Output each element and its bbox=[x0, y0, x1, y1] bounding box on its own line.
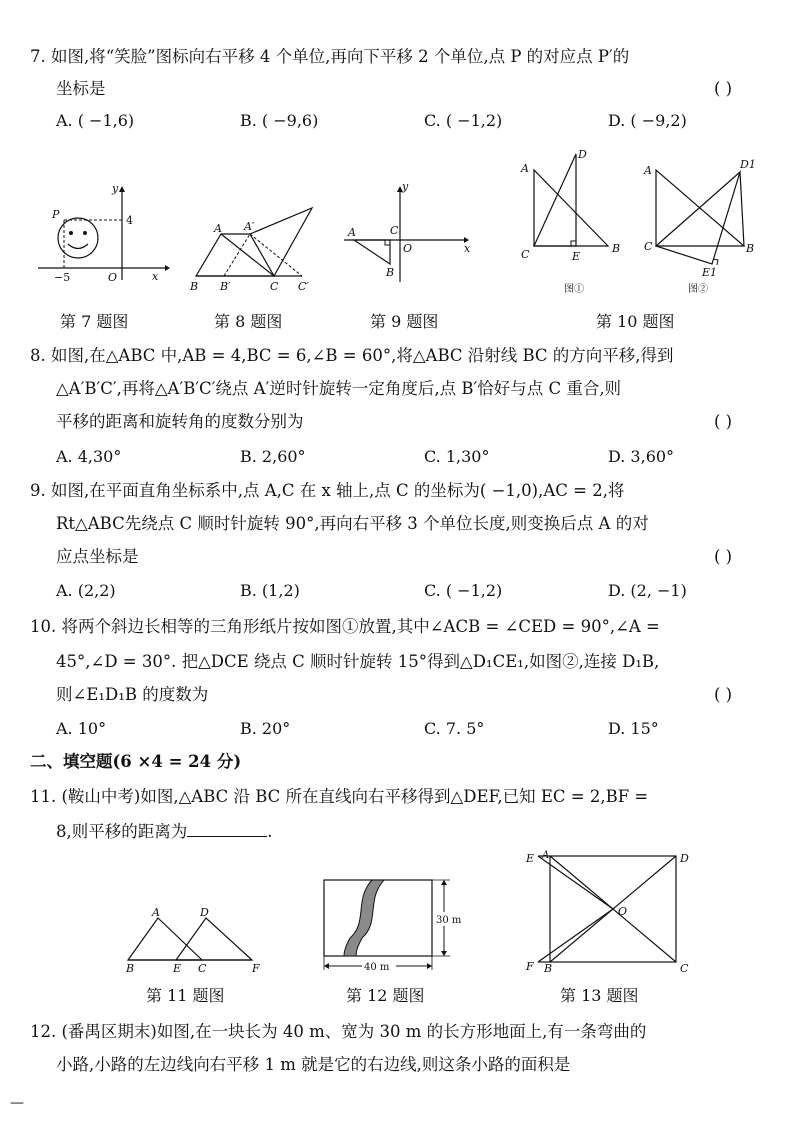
fig7-label-4: 4 bbox=[126, 214, 133, 227]
fig13-label-d: D bbox=[680, 852, 689, 865]
fig8-label-c: C bbox=[270, 280, 279, 293]
fig13-label-a: A bbox=[542, 850, 550, 861]
q10-option-d: D. 15° bbox=[608, 719, 659, 738]
fig10b-label-a: A bbox=[644, 164, 652, 177]
fig11-label-c: C bbox=[198, 962, 207, 975]
fig13-label-o: O bbox=[618, 905, 628, 918]
figure-11 bbox=[120, 908, 270, 978]
fig10a-label-a: A bbox=[521, 162, 529, 175]
fig11-label-f: F bbox=[252, 962, 260, 975]
fig9-label-y: y bbox=[402, 180, 409, 193]
q7-option-c: C. ( −1,2) bbox=[424, 111, 503, 130]
q12-line2: 小路,小路的左边线向右平移 1 m 就是它的右边线,则这条小路的面积是 bbox=[56, 1055, 571, 1074]
q8-answer-paren: ( ) bbox=[714, 412, 733, 431]
section-fill-in-title: 二、填空题(6 ×4 = 24 分) bbox=[30, 752, 242, 771]
fig9-label-a: A bbox=[348, 226, 356, 239]
fig8-label-a2: A′ bbox=[244, 220, 255, 233]
q7-option-d: D. ( −9,2) bbox=[608, 111, 687, 130]
q10-line3: 则∠E₁D₁B 的度数为 bbox=[56, 685, 209, 704]
fig11-label-d: D bbox=[200, 906, 209, 919]
fig13-label-b: B bbox=[544, 962, 553, 975]
q11-line2-end: . bbox=[267, 822, 273, 841]
fig9-label-o: O bbox=[403, 242, 413, 255]
fig12-label-height: 30 m bbox=[436, 915, 462, 926]
q7-option-b: B. ( −9,6) bbox=[240, 111, 319, 130]
q11-line2 bbox=[56, 820, 273, 843]
fig13-label-f: F bbox=[526, 960, 534, 973]
fig7-label-x: x bbox=[152, 270, 159, 283]
fig10a-label-b: B bbox=[612, 242, 621, 255]
q10-option-c: C. 7. 5° bbox=[424, 719, 485, 738]
fig11-label-a: A bbox=[152, 906, 160, 919]
q9-option-a: A. (2,2) bbox=[56, 581, 116, 600]
fig10b-sublabel: 图② bbox=[688, 284, 708, 295]
fig10a-label-d: D bbox=[578, 148, 587, 161]
q9-option-b: B. (1,2) bbox=[240, 581, 300, 600]
q9-line3: 应点坐标是 bbox=[56, 547, 139, 566]
q8-line1: 8. 如图,在△ABC 中,AB = 4,BC = 6,∠B = 60°,将△ABC 沿射线 BC 的方向平移,得到 bbox=[30, 346, 674, 365]
q7-answer-paren: ( ) bbox=[714, 79, 733, 98]
q11-line1: 11. (鞍山中考)如图,△ABC 沿 BC 所在直线向右平移得到△DEF,已知 EC = 2,BF = bbox=[30, 787, 649, 806]
figure-8 bbox=[184, 180, 329, 293]
q9-line1: 9. 如图,在平面直角坐标系中,点 A,C 在 x 轴上,点 C 的坐标为( −1,0),AC = 2,将 bbox=[30, 481, 625, 500]
fig9-label-x: x bbox=[464, 242, 471, 255]
fig13-label-e: E bbox=[526, 852, 535, 865]
fig10b-label-c: C bbox=[644, 240, 653, 253]
fig8-label-a: A bbox=[214, 222, 222, 235]
fig7-label-p: P bbox=[52, 208, 60, 221]
q10-option-a: A. 10° bbox=[56, 719, 107, 738]
q7-line1: 7. 如图,将“笑脸”图标向右平移 4 个单位,再向下平移 2 个单位,点 P 的对应点 P′的 bbox=[30, 47, 630, 66]
q12-line1: 12. (番禺区期末)如图,在一块长为 40 m、宽为 30 m 的长方形地面上,有一条弯曲的 bbox=[30, 1022, 647, 1041]
q9-answer-paren: ( ) bbox=[714, 547, 733, 566]
footer-mark: — bbox=[10, 1095, 24, 1111]
fig10a-label-e: E bbox=[572, 250, 581, 263]
fig11-caption: 第 11 题图 bbox=[146, 986, 225, 1005]
q10-line1: 10. 将两个斜边长相等的三角形纸片按如图①放置,其中∠ACB = ∠CED = 90°,∠A = bbox=[30, 617, 660, 636]
q9-option-d: D. (2, −1) bbox=[608, 581, 687, 600]
fig9-label-c: C bbox=[390, 224, 399, 237]
fig10b-label-b: B bbox=[746, 242, 755, 255]
figure-13 bbox=[520, 850, 700, 975]
q9-option-c: C. ( −1,2) bbox=[424, 581, 503, 600]
fig9-caption: 第 9 题图 bbox=[370, 312, 439, 331]
fig10a-sublabel: 图① bbox=[564, 284, 584, 295]
fig11-label-e: E bbox=[173, 962, 182, 975]
q10-line2: 45°,∠D = 30°. 把△DCE 绕点 C 顺时针旋转 15°得到△D₁CE₁,如图②,连接 D₁B, bbox=[56, 652, 660, 671]
fig10b-label-d1: D1 bbox=[740, 158, 756, 171]
q11-line2-text: 8,则平移的距离为 bbox=[56, 822, 188, 841]
fig8-label-c2: C′ bbox=[298, 280, 309, 293]
fig7-caption: 第 7 题图 bbox=[60, 312, 129, 331]
fig8-label-b2: B′ bbox=[220, 280, 231, 293]
fig10b-label-e1: E1 bbox=[702, 266, 718, 279]
q10-option-b: B. 20° bbox=[240, 719, 291, 738]
figure-10-2 bbox=[640, 146, 760, 296]
fig10-caption: 第 10 题图 bbox=[596, 312, 675, 331]
q8-option-b: B. 2,60° bbox=[240, 447, 306, 466]
figure-10-1 bbox=[516, 146, 626, 296]
fig7-label-neg5: −5 bbox=[54, 271, 71, 284]
q11-answer-blank[interactable] bbox=[187, 820, 267, 837]
q8-option-c: C. 1,30° bbox=[424, 447, 490, 466]
fig8-caption: 第 8 题图 bbox=[214, 312, 283, 331]
q9-line2: Rt△ABC先绕点 C 顺时针旋转 90°,再向右平移 3 个单位长度,则变换后点 A 的对 bbox=[56, 514, 649, 533]
fig13-caption: 第 13 题图 bbox=[560, 986, 639, 1005]
q8-option-a: A. 4,30° bbox=[56, 447, 122, 466]
fig12-caption: 第 12 题图 bbox=[346, 986, 425, 1005]
figure-7 bbox=[30, 180, 170, 290]
q8-line2: △A′B′C′,再将△A′B′C′绕点 A′逆时针旋转一定角度后,点 B′恰好与点 C 重合,则 bbox=[56, 379, 622, 398]
fig10a-label-c: C bbox=[521, 248, 530, 261]
q8-line3: 平移的距离和旋转角的度数分别为 bbox=[56, 412, 304, 431]
fig11-label-b: B bbox=[126, 962, 135, 975]
q7-option-a: A. ( −1,6) bbox=[56, 111, 135, 130]
figure-12 bbox=[318, 876, 478, 976]
fig9-label-b: B bbox=[386, 266, 395, 279]
q7-line2: 坐标是 bbox=[56, 79, 106, 98]
fig8-label-b: B bbox=[190, 280, 199, 293]
fig7-label-o: O bbox=[108, 271, 118, 284]
q8-option-d: D. 3,60° bbox=[608, 447, 675, 466]
fig12-label-width: 40 m bbox=[364, 962, 390, 973]
fig7-label-y: y bbox=[112, 182, 119, 195]
figure-9 bbox=[340, 178, 475, 288]
q10-answer-paren: ( ) bbox=[714, 685, 733, 704]
fig13-label-c: C bbox=[680, 962, 689, 975]
